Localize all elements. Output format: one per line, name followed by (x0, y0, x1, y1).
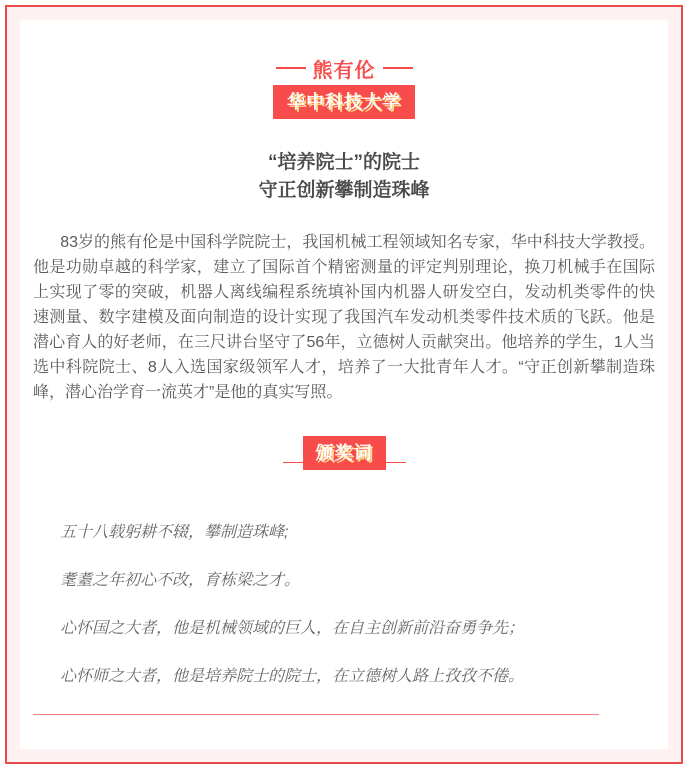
affiliation-badge: 华中科技大学 (273, 85, 415, 119)
award-citation-line: 五十八载躬耕不辍，攀制造珠峰; (60, 524, 289, 541)
title-dash-right-icon (383, 67, 413, 69)
award-badge: 颁奖词 (303, 436, 386, 470)
affiliation-row (33, 85, 655, 119)
award-citation-line: 心怀师之大者，他是培养院士的院士，在立德树人路上孜孜不倦。 (60, 668, 525, 685)
title-dash-left-icon (276, 67, 306, 69)
red-frame (5, 5, 683, 764)
award-citation-line: 心怀国之大者，他是机械领域的巨人，在自主创新前沿奋勇争先； (60, 620, 525, 637)
award-citation (33, 522, 655, 687)
bio-paragraph: 83岁的熊有伦是中国科学院院士，我国机械工程领域知名专家，华中科技大学教授。他是功勋卓越的科学家，建立了国际首个精密测量的评定判别理论，换刀机械手在国际上实现了零的突破，机器人离线编程系统填补国内机器人研发空白，发动机类零件的快速测量、数字建模及面向制造的设计实现了我国汽车发动机类零件技术质的飞跃。他是潜心育人的好老师，在三尺讲台坚守了56年，立德树人贡献突出。他培养的学生，1人当选中科院院士、8人入选国家级领军人才，培养了一大批青年人才。“守正创新攀制造珠峰，潜心治学育一流英才”是他的真实写照。 (33, 234, 655, 401)
award-dash-left-icon (283, 462, 303, 463)
headline-line1: “培养院士”的院士 (267, 152, 420, 173)
award-badge-row (33, 435, 655, 470)
bottom-divider (33, 714, 599, 715)
award-dash-right-icon (386, 462, 406, 463)
headline-line2: 守正创新攀制造珠峰 (258, 180, 430, 201)
laureate-name-row (33, 57, 655, 82)
article-card (20, 20, 668, 749)
headline (33, 149, 655, 205)
award-citation-line: 耄耋之年初心不改，育栋梁之才。 (60, 572, 301, 589)
laureate-name: 熊有伦 (312, 59, 376, 82)
